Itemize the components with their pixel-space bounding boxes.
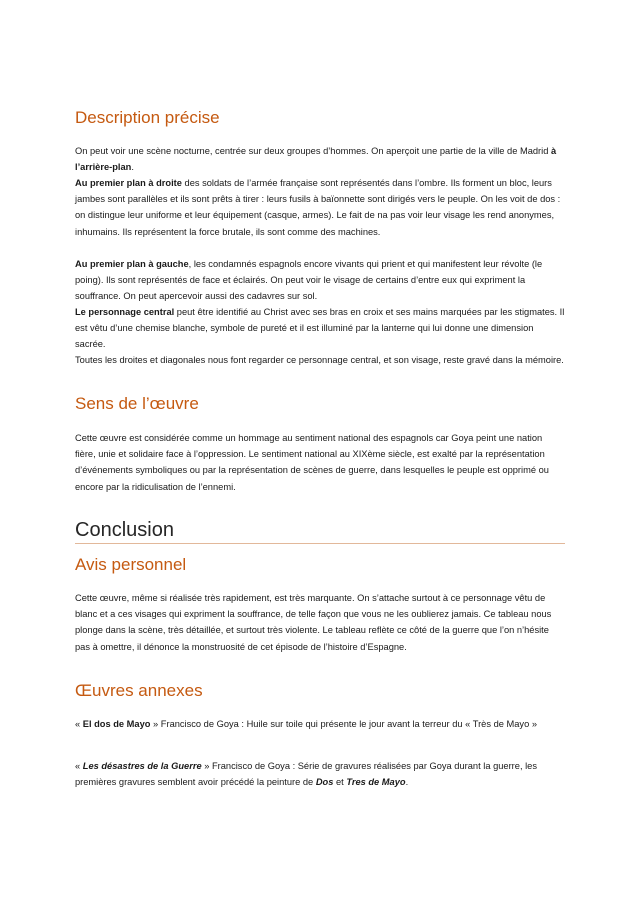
annexe-el-dos-de-mayo: « El dos de Mayo » Francisco de Goya : Huile sur toile qui présente le jour avant la terreur du « Très de Mayo »: [75, 719, 537, 729]
heading-description: Description précise: [75, 108, 220, 127]
paragraph-droites-diagonales: Toutes les droites et diagonales nous font regarder ce personnage central, et son visage, reste gravé dans la mémoire.: [75, 355, 564, 365]
paragraph-sens: Cette œuvre est considérée comme un hommage au sentiment national des espagnols car Goya peint une nation fière, unie et solidaire face à l’oppression. Le sentiment national au XIXème siècle, est exalté par la représentation d’événements symboliques ou par la représentation de scènes de guerre, dans lesquelles le peuple est opprimé ou encore par la ridiculisation de l’ennemi.: [75, 433, 549, 492]
heading-oeuvres-annexes: Œuvres annexes: [75, 681, 203, 700]
annexe-desastres-de-la-guerre: « Les désastres de la Guerre » Francisco de Goya : Série de gravures réalisées par Goya durant la guerre, les premières gravures semblent avoir précédé la peinture de Dos et Tres de Mayo.: [75, 761, 537, 788]
paragraph-premier-plan-droite: Au premier plan à droite des soldats de l’armée française sont représentés dans l’ombre. Ils forment un bloc, leurs jambes sont parallèles et ils sont prêts à tirer : leurs fusils à baïonnette sont dirigés vers le peuple. On les voit de dos : on distingue leur uniforme et leur équipement (casque, armes). Le fait de na pas voir leur visage les rend anonymes, inhumains. Ils représentent la force brutale, ils sont comme des machines.: [75, 178, 561, 237]
paragraph-personnage-central: Le personnage central peut être identifié au Christ avec ses bras en croix et ses mains marquées par les stigmates. Il est vêtu d’une chemise blanche, symbole de pureté et il est illuminé par la lanterne qui lui donne une dimension sacrée.: [75, 307, 565, 350]
heading-sens: Sens de l’œuvre: [75, 394, 199, 413]
heading-avis-personnel: Avis personnel: [75, 555, 187, 574]
paragraph-avis-personnel: Cette œuvre, même si réalisée très rapidement, est très marquante. On s’attache surtout à ce personnage vêtu de blanc et a ces visages qui expriment la souffrance, de telle façon que vous ne les oublierez jamais. Ce tableau nous plonge dans la scène, très détaillée, et surtout très violente. Le tableau reflète ce côté de la guerre que l’on n’hésite pas à omettre, il dénonce la monstruosité de cet épisode de l’histoire d’Espagne.: [75, 593, 552, 652]
heading-conclusion: Conclusion: [75, 519, 174, 541]
paragraph-description-intro: On peut voir une scène nocturne, centrée sur deux groupes d’hommes. On aperçoit une partie de la ville de Madrid à l’arrière-plan.: [75, 146, 557, 173]
paragraph-premier-plan-gauche: Au premier plan à gauche, les condamnés espagnols encore vivants qui prient et qui manifestent leur révolte (le poing). Ils sont représentés de face et éclairés. On peut voir le visage de certains d’entre eux qui expriment la souffrance. On peut apercevoir aussi des cadavres sur sol.: [75, 259, 543, 302]
conclusion-divider: [75, 543, 565, 544]
